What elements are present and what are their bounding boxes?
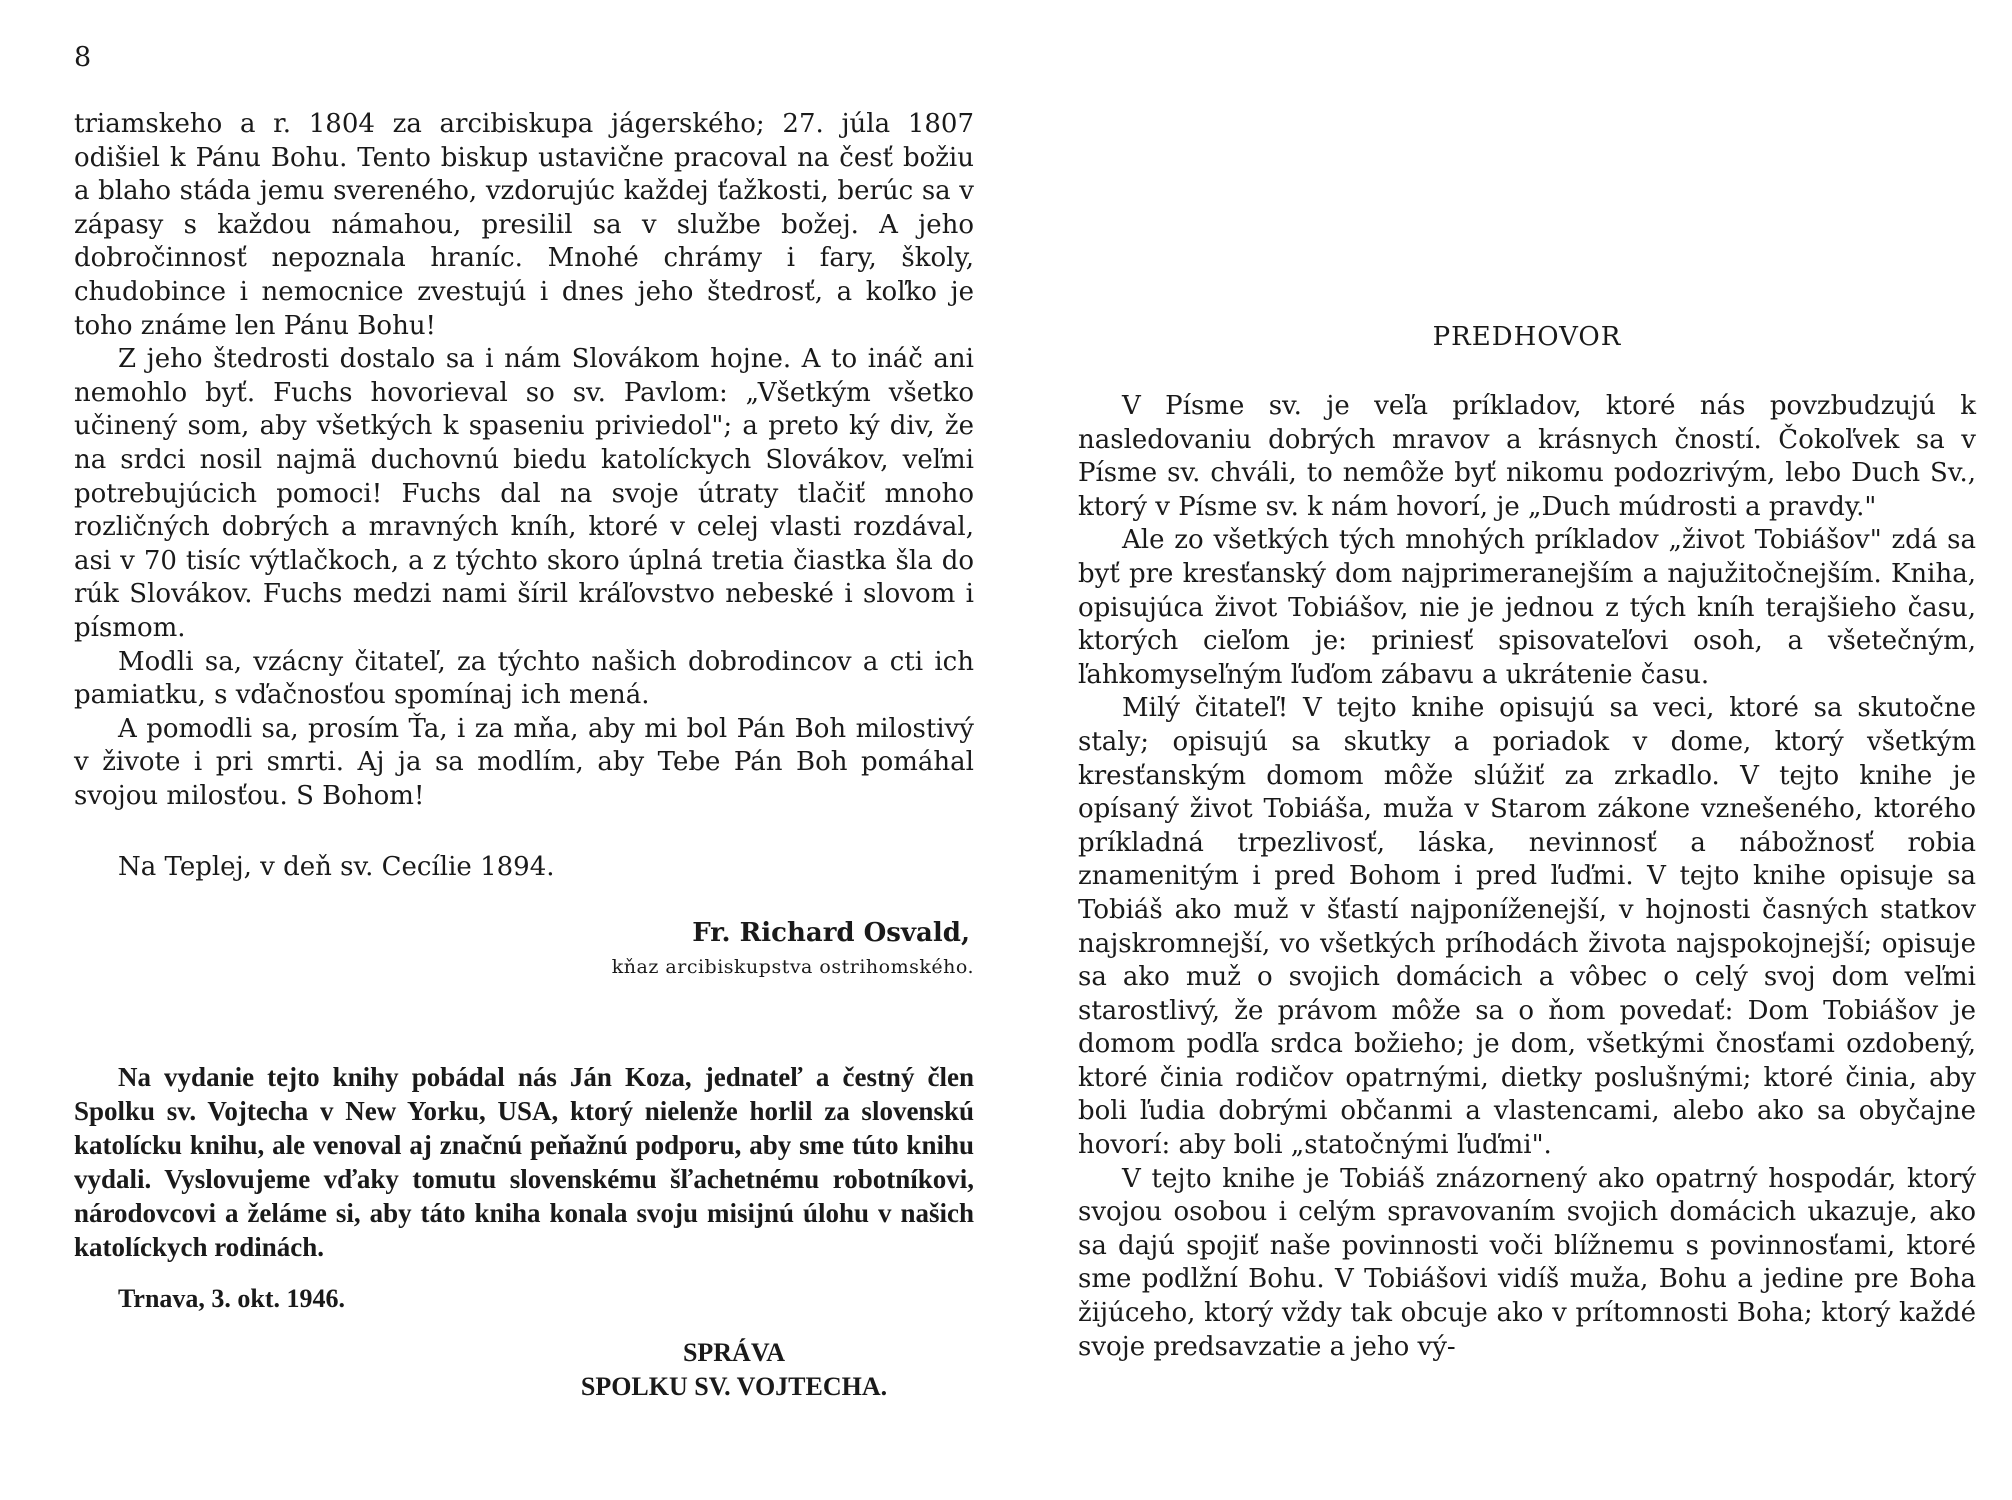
- page-number: 8: [74, 42, 92, 73]
- publisher-signature: [494, 1336, 974, 1404]
- publisher-note: Na vydanie tejto knihy pobádal nás Ján Koza, jednateľ a čestný člen Spolku sv. Vojtecha v New Yorku, USA, ktorý nielenže horlil za slovenskú katolícku knihu, ale venoval aj značnú peňažnú podporu, aby sme túto knihu vydali. Vyslovujeme vďaky tomutu slovenskému šľachetnému robotníkovi, národovcovi a želáme si, aby táto kniha konala svoju misijnú úlohu v našich katolíckych rodinách.: [74, 1062, 974, 1263]
- left-column: [74, 108, 974, 1404]
- paragraph: V tejto knihe je Tobiáš znázornený ako opatrný hospodár, ktorý svojou osobou i celým spravovaním svojich domácich ukazuje, ako sa dajú spojiť naše povinnosti voči blížnemu s povinnosťami, ktoré sme podlžní Bohu. V Tobiášovi vidíš muža, Bohu a jedine pre Boha žijúceho, ktorý vždy tak obcuje ako v prítomnosti Boha; ktorý každé svoje predsavzatie a jeho vý-: [1078, 1163, 1976, 1362]
- signature-name: Fr. Richard Osvald,: [692, 918, 970, 949]
- publisher-date: Trnava, 3. okt. 1946.: [118, 1284, 346, 1314]
- author-signature: [74, 917, 974, 984]
- paragraph: triamskeho a r. 1804 za arcibiskupa jágerského; 27. júla 1807 odišiel k Pánu Bohu. Tento biskup ustavične pracoval na česť božiu a blaho stáda jemu svereného, vzdorujúc každej ťažkosti, berúc sa v zápasy s každou námahou, presilil sa v službe božej. A jeho dobročinnosť nepoznala hraníc. Mnohé chrámy i fary, školy, chudobince i nemocnice zvestujú i dnes jeho štedrosť, a koľko je toho známe len Pánu Bohu!: [74, 109, 974, 341]
- paragraph: Ale zo všetkých tých mnohých príkladov „život Tobiášov" zdá sa byť pre kresťanský dom najprimeranejším a najužitočnejším. Kniha, opisujúca život Tobiášov, nie je jednou z tých kníh terajšieho času, ktorých cieľom je: priniesť spisovateľovi osoh, a všetečným, ľahkomyseľným ľuďom zábavu a ukrátenie času.: [1078, 525, 1976, 690]
- paragraph: Milý čitateľ! V tejto knihe opisujú sa veci, ktoré sa skutočne staly; opisujú sa skutky a poriadok v dome, ktorý všetkým kresťanským domom môže slúžiť za zrkadlo. V tejto knihe je opísaný život Tobiáša, muža v Starom zákone vznešeného, ktorého príkladná trpezlivosť, láska, nevinnosť a nábožnosť robia znamenitým i pred Bohom i pred ľuďmi. V tejto knihe opisuje sa Tobiáš ako muž v šťastí najponíženejší, v hojnosti časných statkov najskromnejší, vo všetkých príhodách života najspokojnejší; opisuje sa ako muž o svojich domácich a vôbec o celý svoj dom veľmi starostlivý, že právom môže sa o ňom povedať: Dom Tobiášov je domom podľa srdca božieho; je dom, všetkými čnosťami ozdobený, ktoré činia rodičov opatrnými, dietky poslušnými; ktoré činia, aby boli ľudia dobrými občanmi a vlastencami, alebo ako sa obyčajne hovorí: aby boli „statočnými ľuďmi".: [1078, 693, 1976, 1161]
- section-heading: PREDHOVOR: [1432, 322, 1622, 352]
- paragraph: Z jeho štedrosti dostalo sa i nám Slovákom hojne. A to ináč ani nemohlo byť. Fuchs hovorieval so sv. Pavlom: „Všetkým všetko učinený som, aby všetkých k spaseniu priviedol"; a preto ký div, že na srdci nosil najmä duchovnú biedu katolíckych Slovákov, veľmi potrebujúcich pomoci! Fuchs dal na svoje útraty tlačiť mnoho rozličných dobrých a mravných kníh, ktoré v celej vlasti rozdával, asi v 70 tisíc výtlačkoch, a z týchto skoro úplná tretia čiastka šla do rúk Slovákov. Fuchs medzi nami šíril kráľovstvo nebeské i slovom i písmom.: [74, 344, 974, 643]
- publisher-signature-line: SPRÁVA: [682, 1337, 786, 1367]
- paragraph: V Písme sv. je veľa príkladov, ktoré nás povzbudzujú k nasledovaniu dobrých mravov a krásnych čností. Čokoľvek sa v Písme sv. chváli, to nemôže byť nikomu podozrivým, lebo Duch Sv., ktorý v Písme sv. k nám hovorí, je „Duch múdrosti a pravdy.": [1078, 391, 1976, 522]
- right-column: [1078, 390, 1976, 1364]
- paragraph: A pomodli sa, prosím Ťa, i za mňa, aby mi bol Pán Boh milostivý v živote i pri smrti. Aj ja sa modlím, aby Tebe Pán Boh pomáhal svojou milosťou. S Bohom!: [74, 713, 974, 811]
- signature-role: kňaz arcibiskupstva ostrihomského.: [611, 955, 974, 978]
- paragraph: Modli sa, vzácny čitateľ, za týchto našich dobrodincov a cti ich pamiatku, s vďačnosťou spomínaj ich mená.: [74, 646, 974, 711]
- publisher-signature-line: SPOLKU SV. VOJTECHA.: [580, 1371, 888, 1401]
- place-date: Na Teplej, v deň sv. Cecílie 1894.: [118, 852, 555, 883]
